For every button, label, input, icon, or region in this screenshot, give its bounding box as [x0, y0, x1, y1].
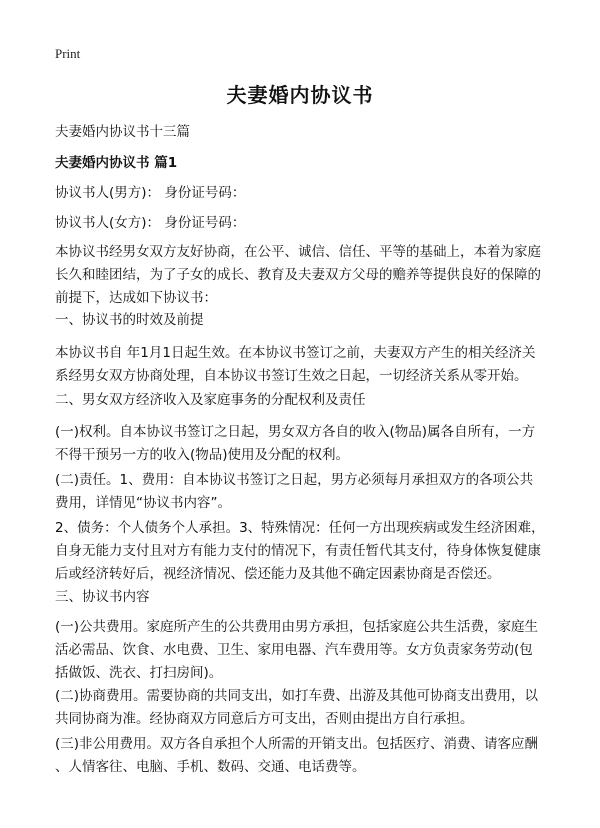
- paragraph-personal-expenses: (三)非公用费用。双方各自承担个人所需的开销支出。包括医疗、消费、请客应酬 、人情客往、电脑、手机、数码、交通、电话费等。: [55, 736, 539, 775]
- paragraph-negotiated-expenses: (二)协商费用。需要协商的共同支出，如打车费、出游及其他可协商支出费用，以 共同协商为准。经协商双方同意后方可支出，否则由提出方自行承担。: [55, 688, 539, 727]
- heading-rights-responsibilities: 二、男女双方经济收入及家庭事务的分配权利及责任: [55, 392, 366, 408]
- paragraph-party-male: 协议书人(男方)： 身份证号码：: [55, 185, 246, 201]
- paragraph-debts-special: 2、债务：个人债务个人承担。3、特殊情况：任何一方出现疾病或发生经济困难， 自身无能力支付且对方有能力支付的情况下，有责任暂代其支付，待身体恢复健康 后或经济转好后，视经济情况、偿还能力及其他不确定因素协商是否偿还。: [55, 520, 545, 582]
- paragraph-responsibilities: (二)责任。1、费用：自本协议书签订之日起，男方必须每月承担双方的各项公共 费用，详情见“协议书内容”。: [55, 472, 534, 511]
- heading-agreement-content: 三、协议书内容: [55, 589, 150, 605]
- paragraph-party-female: 协议书人(女方)： 身份证号码：: [55, 215, 246, 231]
- document-title: 夫妻婚内协议书: [226, 83, 374, 107]
- paragraph-validity: 本协议书自 年1月1日起生效。在本协议书签订之前，夫妻双方产生的相关经济关 系经男女双方协商处理，自本协议书签订生效之日起，一切经济关系从零开始。: [55, 345, 536, 384]
- document-subtitle: 夫妻婚内协议书十三篇: [55, 124, 190, 140]
- heading-validity: 一、协议书的时效及前提: [55, 312, 204, 328]
- paragraph-public-expenses: (一)公共费用。家庭所产生的公共费用由男方承担，包括家庭公共生活费，家庭生 活必需品、饮食、水电费、卫生、家用电器、汽车费用等。女方负责家务劳动(包 括做饭、洗衣、打扫房间)。: [55, 619, 539, 681]
- section-heading: 夫妻婚内协议书 篇1: [55, 155, 178, 171]
- paragraph-preamble: 本协议书经男女双方友好协商，在公平、诚信、信任、平等的基础上，本着为家庭 长久和睦团结，为了子女的成长、教育及夫妻双方父母的赡养等提供良好的保障的 前提下，达成如下协议书：: [55, 244, 541, 306]
- paragraph-rights: (一)权利。自本协议书签订之日起，男女双方各自的收入(物品)属各自所有，一方 不得干预另一方的收入(物品)使用及分配的权利。: [55, 424, 536, 463]
- print-link[interactable]: Print: [55, 46, 81, 61]
